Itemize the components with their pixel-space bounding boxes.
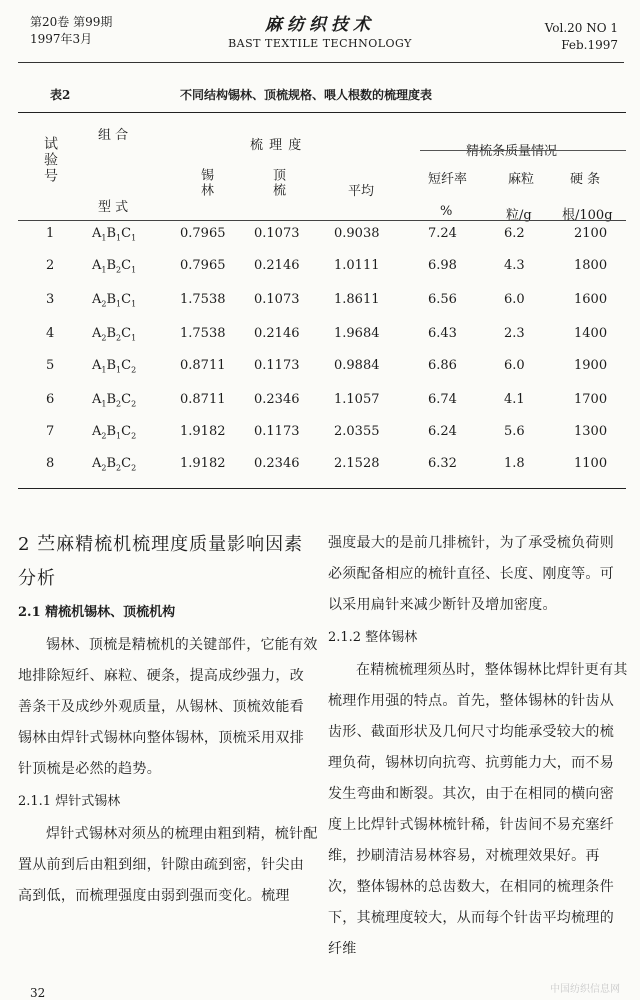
header-short-fiber: 短纤率 [428,172,468,187]
neps-value: 4.1 [504,392,525,407]
right-column [328,528,628,965]
combo-letter: A [92,424,102,439]
short-fiber-value: 7.24 [428,226,457,241]
section-2-1-1-title: 2.1.1 焊针式锡林 [18,794,121,809]
combo-subscript: 1 [101,233,107,243]
combo-letter: C [121,424,132,439]
issue-date: 1997年3月 [30,32,93,46]
short-fiber-value: 6.86 [428,358,457,373]
average-value: 0.9884 [334,358,380,373]
test-number: 7 [46,424,55,439]
running-header-right [545,20,618,54]
watermark: 中国纺织信息网 [550,984,620,995]
top-comb-value: 0.1073 [254,292,300,307]
cylinder-value: 1.9182 [180,424,226,439]
top-comb-value: 0.1173 [254,424,300,439]
neps-value: 6.2 [504,226,525,241]
average-value: 2.0355 [334,424,380,439]
combo-letter: B [106,226,117,241]
combo-subscript: 1 [101,265,107,275]
cylinder-value: 0.8711 [180,358,226,373]
combo-letter: B [106,326,117,341]
neps-value: 6.0 [504,292,525,307]
hard-strip-value: 2100 [574,226,608,241]
combo-subscript: 2 [131,399,137,409]
cylinder-value: 1.7538 [180,326,226,341]
average-value: 2.1528 [334,456,380,471]
neps-value: 5.6 [504,424,525,439]
table-row [0,358,640,380]
combo-subscript: 2 [116,265,122,275]
section-2-1-title: 2.1 精梳机锡林、顶梳机构 [18,605,176,620]
top-comb-value: 0.2346 [254,456,300,471]
average-value: 1.1057 [334,392,380,407]
section-2-1-2-paragraph: 在精梳梳理须丛时，整体锡林比焊针更有其梳理作用强的特点。首先，整体锡林的针齿从齿形、截面形状及几何尺寸均能承受较大的梳理负荷，锡林切向抗弯、抗剪能力大，而不易发生弯曲和断裂。其次，由于在相同的横向密度上比焊针式锡林梳针稀，针齿间不易充塞纤维，抄刷清洁易林容易，对梳理效果好。再次，整体锡林的总齿数大，在相同的梳理条件下，其梳理度较大，从而每个针齿平均梳理的纤维 [328,662,628,957]
short-fiber-value: 6.74 [428,392,457,407]
header-hard-unit: 根/100g [562,208,613,223]
test-number: 8 [46,456,55,471]
combo-subscript: 1 [131,265,137,275]
average-value: 1.8611 [334,292,380,307]
table-bottom-rule [18,488,626,489]
table-row [0,226,640,248]
combo-subscript: 2 [101,299,107,309]
table-row [0,258,640,280]
header-combo-bottom: 型 式 [98,200,129,215]
page-number: 32 [30,986,46,1000]
combination-code [92,292,136,309]
top-comb-value: 0.2146 [254,326,300,341]
section-2-1-paragraph: 锡林、顶梳是精梳机的关键部件，它能有效地排除短纤、麻粒、硬条，提高成纱强力，改善条干及成纱外观质量，从锡林、顶梳效能看锡林由焊针式锡林向整体锡林，顶梳采用双排针顶梳是必然的趋势。 [18,637,318,777]
combo-subscript: 2 [131,431,137,441]
combination-code [92,456,136,473]
average-value: 1.9684 [334,326,380,341]
hard-strip-value: 1100 [574,456,608,471]
table-row [0,456,640,478]
table-row [0,292,640,314]
hard-strip-value: 1700 [574,392,608,407]
hard-strip-value: 1400 [574,326,608,341]
combination-code [92,392,136,409]
cylinder-value: 0.8711 [180,392,226,407]
volume-issue: 第20卷 第99期 [30,15,113,29]
journal-title-cn: 麻纺织技术 [265,15,375,35]
test-number: 1 [46,226,55,241]
combo-subscript: 2 [116,399,122,409]
continued-paragraph: 强度最大的是前几排梳针，为了承受梳负荷则必须配备相应的梳针直径、长度、刚度等。可以采用扁针来减少断针及增加密度。 [328,535,614,613]
combo-letter: B [106,292,117,307]
table-row [0,424,640,446]
header-cylinder: 锡林 [198,168,213,198]
combo-subscript: 2 [116,463,122,473]
header-average: 平均 [348,184,375,199]
combo-letter: C [121,292,132,307]
left-column [18,528,318,912]
cylinder-value: 1.9182 [180,456,226,471]
combo-letter: B [106,358,117,373]
header-combo-top: 组 合 [98,128,129,143]
combo-subscript: 2 [131,365,137,375]
cylinder-value: 0.7965 [180,258,226,273]
combo-letter: B [106,392,117,407]
combo-subscript: 1 [131,299,137,309]
date-en: Feb.1997 [561,38,618,52]
combo-subscript: 1 [131,333,137,343]
header-hard: 硬 条 [570,172,601,187]
cylinder-value: 0.7965 [180,226,226,241]
header-rule [18,62,624,63]
neps-value: 6.0 [504,358,525,373]
table-label: 表2 [50,88,71,102]
average-value: 0.9038 [334,226,380,241]
combo-letter: C [121,226,132,241]
top-comb-value: 0.2346 [254,392,300,407]
test-number: 2 [46,258,55,273]
test-number: 5 [46,358,55,373]
cylinder-value: 1.7538 [180,292,226,307]
combo-letter: A [92,392,102,407]
neps-value: 1.8 [504,456,525,471]
combo-subscript: 1 [116,233,122,243]
neps-value: 4.3 [504,258,525,273]
top-comb-value: 0.1173 [254,358,300,373]
section-2-title: 2 苎麻精梳机梳理度质量影响因素分析 [18,534,304,589]
combo-letter: A [92,258,102,273]
combo-subscript: 2 [131,463,137,473]
combo-letter: A [92,226,102,241]
header-short-fiber-unit: % [440,204,453,219]
header-combing-degree: 梳 理 度 [250,138,303,153]
volume-en: Vol.20 NO 1 [544,21,618,35]
combo-subscript: 1 [116,431,122,441]
combo-subscript: 2 [116,333,122,343]
short-fiber-value: 6.56 [428,292,457,307]
combo-subscript: 2 [101,463,107,473]
combo-letter: C [121,456,132,471]
short-fiber-value: 6.98 [428,258,457,273]
combo-letter: B [106,424,117,439]
header-neps: 麻粒 [508,172,535,187]
combo-subscript: 1 [101,399,107,409]
combo-subscript: 2 [101,333,107,343]
top-comb-value: 0.2146 [254,258,300,273]
combination-code [92,424,136,441]
combo-subscript: 1 [116,365,122,375]
header-quality: 精梳条质量情况 [466,144,558,159]
hard-strip-value: 1600 [574,292,608,307]
combo-letter: B [106,456,117,471]
table-title: 不同结构锡林、顶梳规格、喂人根数的梳理度表 [180,88,433,102]
table-head-rule [18,220,626,221]
journal-title-en: BAST TEXTILE TECHNOLOGY [228,37,412,50]
combo-letter: C [121,326,132,341]
header-top-comb: 顶梳 [270,168,285,198]
combo-letter: A [92,358,102,373]
combination-code [92,326,136,343]
combo-letter: A [92,326,102,341]
combination-code [92,258,136,275]
combination-code [92,226,136,243]
hard-strip-value: 1800 [574,258,608,273]
combo-letter: C [121,358,132,373]
table-top-rule [18,112,626,113]
quality-subheader-rule [420,150,626,151]
top-comb-value: 0.1073 [254,226,300,241]
combo-letter: C [121,392,132,407]
test-number: 3 [46,292,55,307]
combo-letter: B [106,258,117,273]
short-fiber-value: 6.24 [428,424,457,439]
section-2-1-2-title: 2.1.2 整体锡林 [328,630,418,645]
combination-code [92,358,136,375]
combo-letter: C [121,258,132,273]
neps-value: 2.3 [504,326,525,341]
combo-subscript: 1 [116,299,122,309]
combo-subscript: 1 [101,365,107,375]
short-fiber-value: 6.32 [428,456,457,471]
test-number: 4 [46,326,55,341]
combo-subscript: 2 [101,431,107,441]
hard-strip-value: 1900 [574,358,608,373]
combo-letter: A [92,292,102,307]
short-fiber-value: 6.43 [428,326,457,341]
header-neps-unit: 粒/g [506,208,532,223]
average-value: 1.0111 [334,258,380,273]
hard-strip-value: 1300 [574,424,608,439]
table-row [0,392,640,414]
header-test-no: 试验号 [42,136,58,184]
combo-letter: A [92,456,102,471]
combo-subscript: 1 [131,233,137,243]
section-2-1-1-paragraph: 焊针式锡林对须丛的梳理由粗到精，梳针配置从前到后由粗到细，针隙由疏到密，针尖由高到低，而梳理强度由弱到强而变化。梳理 [18,826,318,904]
table-row [0,326,640,348]
test-number: 6 [46,392,55,407]
